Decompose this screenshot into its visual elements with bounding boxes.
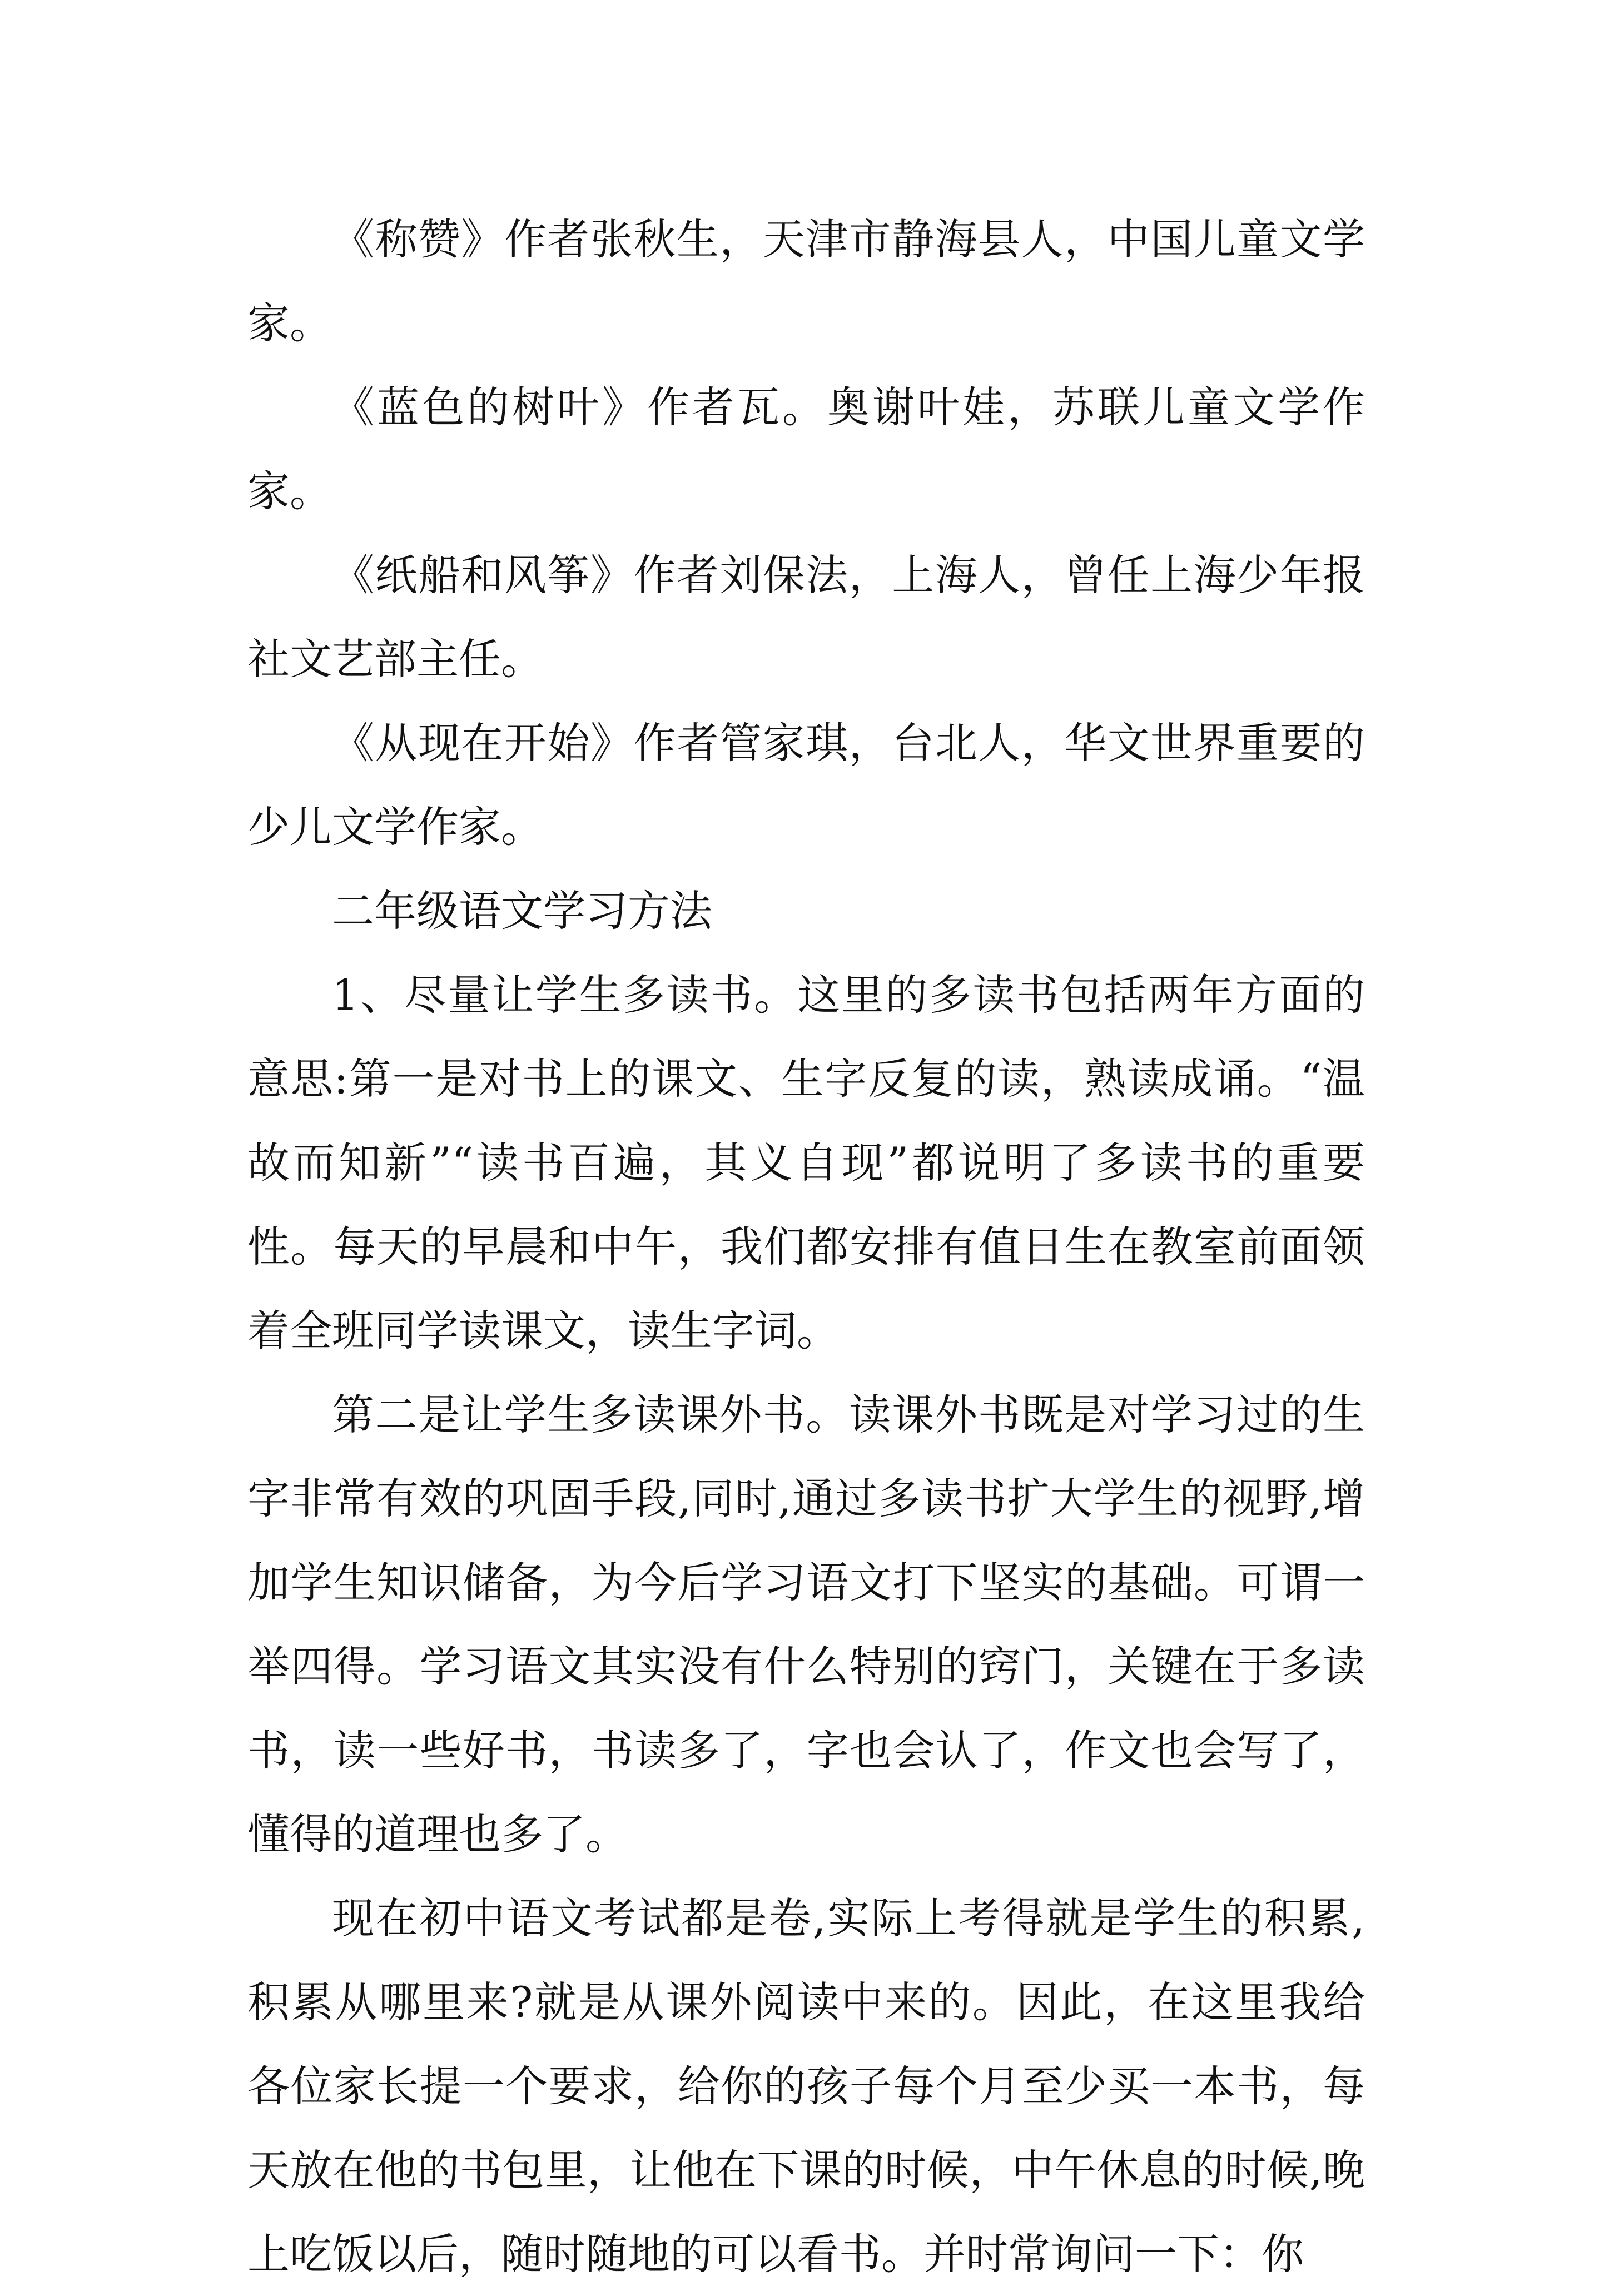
paragraph-author-chengzan: 《称赞》作者张秋生，天津市静海县人，中国儿童文学家。 — [247, 215, 1365, 348]
paragraph-author-cong-xianzai-kaishi: 《从现在开始》作者管家琪，台北人，华文世界重要的少儿文学作家。 — [247, 718, 1365, 852]
paragraph-author-zhichuan-fengzheng: 《纸船和风筝》作者刘保法，上海人，曾任上海少年报社文艺部主任。 — [247, 550, 1365, 684]
document-page — [247, 197, 1365, 2296]
paragraph-author-lanse-shuye: 《蓝色的树叶》作者瓦。奥谢叶娃，苏联儿童文学作家。 — [247, 382, 1365, 516]
paragraph-extracurricular-reading: 第二是让学生多读课外书。读课外书既是对学习过的生字非常有效的巩固手段,同时,通过多读书扩大学生的视野,增加学生知识储备，为今后学习语文打下坚实的基础。可谓一举四得。学习语文其实没有什么特别的窍门，关键在于多读书，读一些好书，书读多了，字也会认了，作文也会写了，懂得的道理也多了。 — [247, 1390, 1365, 1859]
paragraph-method-1: 1、尽量让学生多读书。这里的多读书包括两年方面的意思:第一是对书上的课文、生字反复的读，熟读成诵。“温故而知新”“读书百遍，其义自现”都说明了多读书的重要性。每天的早晨和中午，我们都安排有值日生在教室前面领着全班同学读课文，读生字词。 — [247, 970, 1365, 1355]
paragraph-exam-accumulation: 现在初中语文考试都是卷,实际上考得就是学生的积累,积累从哪里来?就是从课外阅读中来的。因此，在这里我给各位家长提一个要求，给你的孩子每个月至少买一本书，每天放在他的书包里，让他在下课的时候，中午休息的时候,晚上吃饭以后，随时随地的可以看书。并时常询问一下：你 — [247, 1894, 1365, 2279]
section-heading-study-methods: 二年级语文学习方法 — [332, 886, 712, 936]
